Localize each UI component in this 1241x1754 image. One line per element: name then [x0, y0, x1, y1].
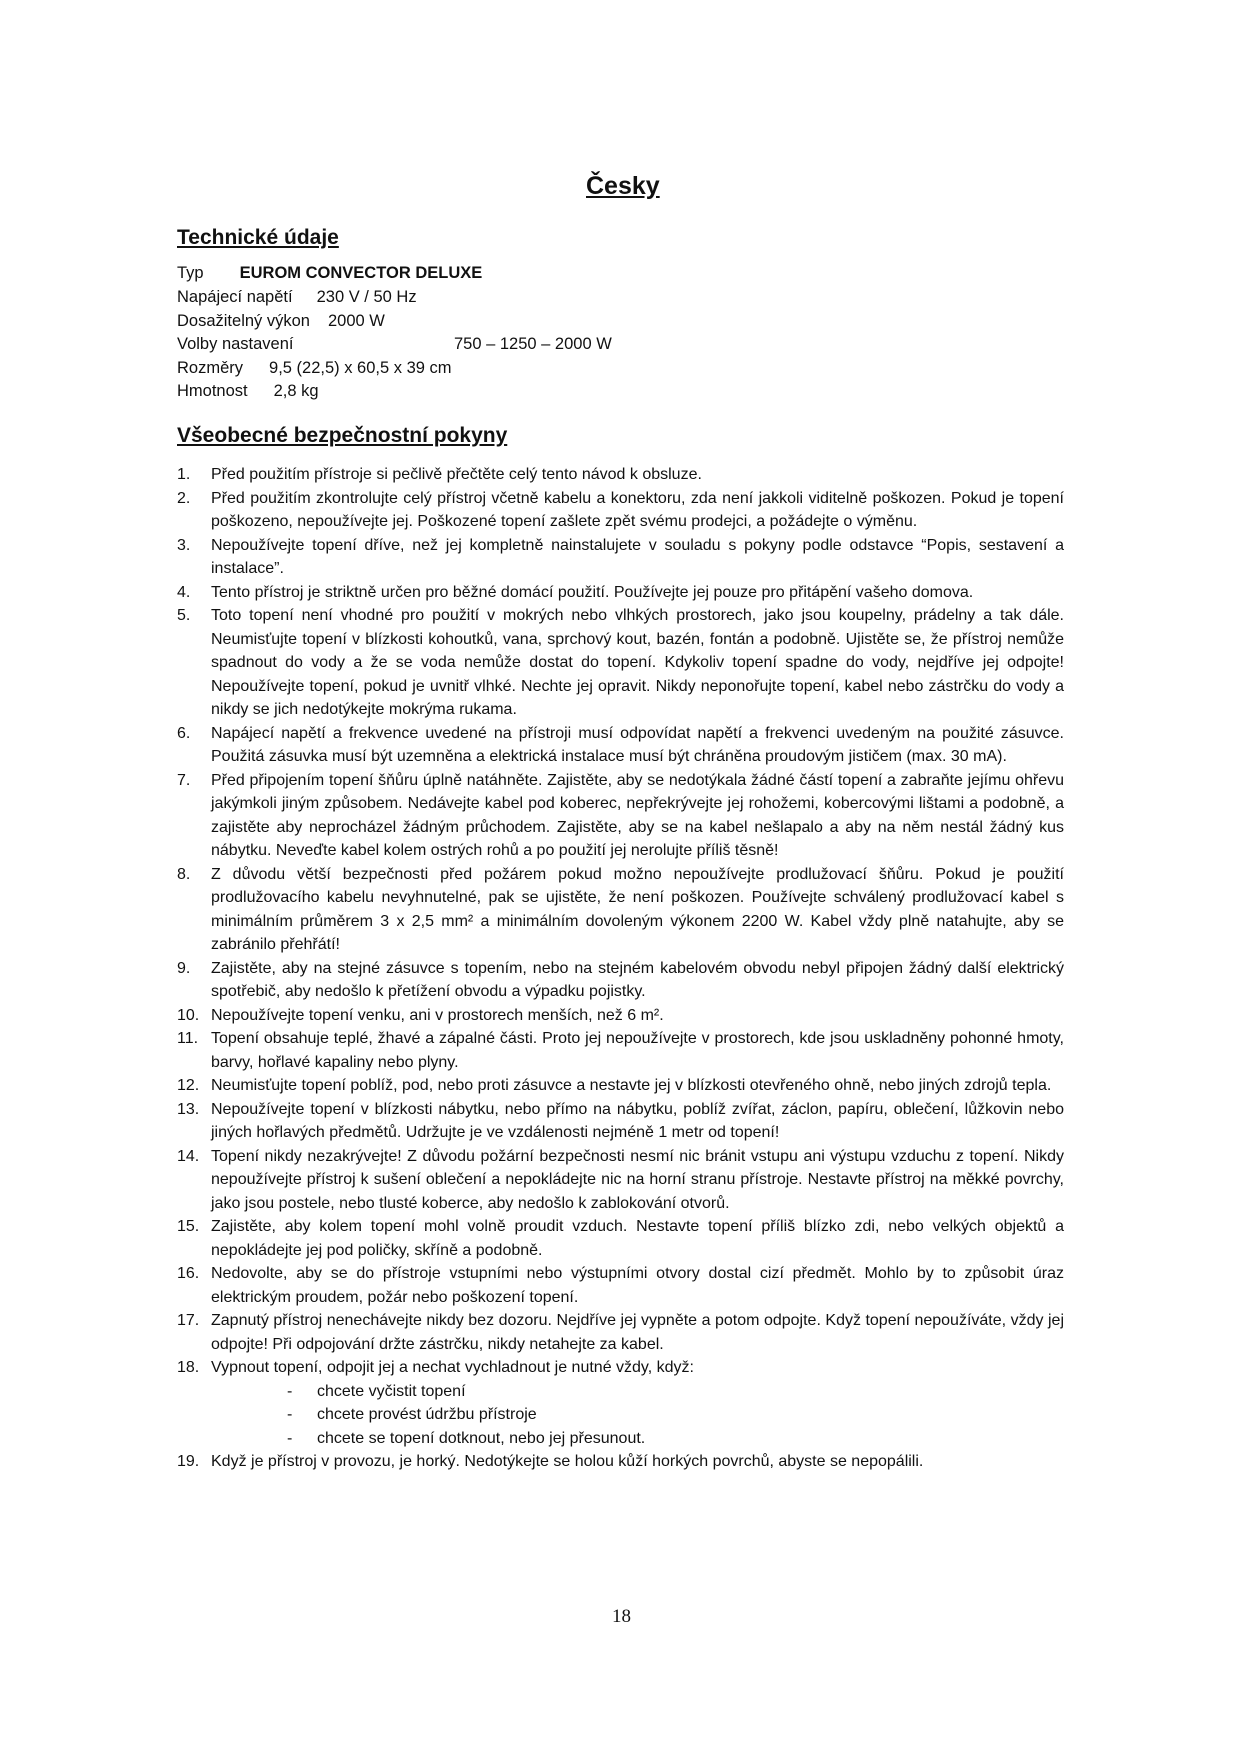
sub-item-text: chcete se topení dotknout, nebo jej přesunout.: [317, 1429, 646, 1447]
item-number: 3.: [177, 536, 191, 554]
tech-heading: Technické údaje: [177, 226, 339, 249]
item-text: Nepoužívejte topení v blízkosti nábytku, nebo přímo na nábytku, poblíž zvířat, záclon, papíru, oblečení, lůžkovin nebo jiných hořlavých předmětů. Udržujte je ve vzdálenosti nejméně 1 metr od topení!: [211, 1100, 1064, 1141]
item-number: 7.: [177, 771, 191, 789]
item-number: 16.: [177, 1265, 200, 1282]
item-number: 5.: [177, 607, 191, 624]
page-number: 18: [612, 1606, 631, 1627]
item-text: Topení obsahuje teplé, žhavé a zápalné části. Proto jej nepoužívejte v prostorech, kde jsou uskladněny pohonné hmoty, barvy, hořlavé kapaliny nebo plyny.: [211, 1030, 1064, 1071]
list-item: [177, 863, 1064, 957]
spec-settings-label: Volby nastavení: [177, 335, 294, 353]
list-item: [177, 1027, 1064, 1074]
list-item: [177, 1262, 1064, 1309]
spec-power-label: Dosažitelný výkon: [177, 312, 310, 330]
spec-weight: [177, 382, 319, 401]
list-item: [177, 1145, 1064, 1216]
sub-list-item: [177, 1403, 1064, 1427]
list-item: [177, 534, 1064, 581]
item-text: Před připojením topení šňůru úplně natáhněte. Zajistěte, aby se nedotýkala žádné částí topení a zabraňte jejímu ohřevu jakýmkoli jiným způsobem. Nedávejte kabel pod koberec, nepřekrývejte jej rohožemi, kobercovými lištami a podobně, a zajistěte aby neprocházel žádným průchodem. Zajistěte, aby se na kabel nešlapalo a aby na něm nestál žádný kus nábytku. Neveďte kabel kolem ostrých rohů a po použití jej nerolujte příliš těsně!: [211, 771, 1064, 859]
item-number: 15.: [177, 1218, 200, 1235]
item-text: Před použitím přístroje si pečlivě přečtěte celý tento návod k obsluze.: [211, 466, 702, 483]
item-number: 2.: [177, 489, 191, 507]
item-text: Tento přístroj je striktně určen pro běžné domácí použití. Používejte jej pouze pro přitápění vašeho domova.: [211, 583, 974, 601]
item-text: Zapnutý přístroj nenechávejte nikdy bez dozoru. Nejdříve jej vypněte a potom odpojte. Když topení nepoužíváte, vždy jej odpojte! Při odpojování držte zástrčku, nikdy netahejte za kabel.: [211, 1312, 1064, 1353]
spec-voltage-label: Napájecí napětí: [177, 288, 293, 306]
item-number: 13.: [177, 1100, 200, 1118]
sub-item-text: chcete provést údržbu přístroje: [317, 1406, 537, 1423]
list-item: [177, 1356, 1064, 1380]
spec-dimensions: [177, 359, 452, 378]
dash-bullet: -: [287, 1382, 293, 1400]
spec-voltage-value: 230 V / 50 Hz: [316, 288, 417, 306]
list-item: [177, 1309, 1064, 1356]
item-number: 6.: [177, 724, 191, 742]
list-item: [177, 957, 1064, 1004]
spec-power: [177, 312, 385, 331]
spec-dimensions-value: 9,5 (22,5) x 60,5 x 39 cm: [269, 359, 452, 377]
item-number: 8.: [177, 865, 191, 883]
list-item: [177, 581, 1064, 605]
list-item: [177, 487, 1064, 534]
list-item: [177, 1450, 1064, 1474]
list-item: [177, 769, 1064, 863]
item-text: Toto topení není vhodné pro použití v mokrých nebo vlhkých prostorech, jako jsou koupelny, prádelny a tak dále. Neumisťujte topení v blízkosti kohoutků, vana, sprchový kout, bazén, fontán a podobně. Ujistěte se, že přístroj nemůže spadnout do vody a že se voda nemůže dostat do topení. Kdykoliv topení spadne do vody, nejdříve jej odpojte! Nepoužívejte topení, pokud je uvnitř vlhké. Nechte jej opravit. Nikdy neponořujte topení, kabel nebo zástrčku do vody a nikdy se jich nedotýkejte mokrýma rukama.: [211, 607, 1064, 718]
list-item: [177, 1215, 1064, 1262]
item-number: 1.: [177, 466, 191, 483]
spec-settings-value: 750 – 1250 – 2000 W: [454, 335, 612, 353]
dash-bullet: -: [287, 1429, 293, 1447]
language-title: Česky: [586, 172, 660, 200]
spec-weight-label: Hmotnost: [177, 382, 248, 400]
item-number: 12.: [177, 1077, 200, 1094]
item-number: 17.: [177, 1312, 200, 1329]
list-item: [177, 722, 1064, 769]
item-text: Nepoužívejte topení dříve, než jej kompletně nainstalujete v souladu s pokyny podle odstavce “Popis, sestavení a instalace”.: [211, 536, 1064, 577]
list-item: [177, 1004, 1064, 1028]
item-text: Neumisťujte topení poblíž, pod, nebo proti zásuvce a nestavte jej v blízkosti otevřeného ohně, nebo jiných zdrojů tepla.: [211, 1077, 1052, 1094]
item-text: Napájecí napětí a frekvence uvedené na přístroji musí odpovídat napětí a frekvenci uvedeným na použité zásuvce. Použitá zásuvka musí být uzemněna a elektrická instalace musí být chráněna proudovým jističem (max. 30 mA).: [211, 724, 1064, 765]
item-number: 10.: [177, 1006, 200, 1024]
spec-power-value: 2000 W: [327, 312, 385, 330]
item-text: Před použitím zkontrolujte celý přístroj včetně kabelu a konektoru, zda není jakkoli viditelně poškozen. Pokud je topení poškozeno, nepoužívejte jej. Poškozené topení zašlete zpět svému prodejci, a požádejte o výměnu.: [211, 489, 1064, 530]
list-item: [177, 1098, 1064, 1145]
safety-heading: Všeobecné bezpečnostní pokyny: [177, 424, 508, 447]
spec-type: [177, 264, 482, 283]
list-item: [177, 604, 1064, 722]
sub-list-item: [177, 1380, 1064, 1404]
sub-list-item: [177, 1427, 1064, 1451]
spec-type-value: EUROM CONVECTOR DELUXE: [239, 264, 483, 282]
item-number: 14.: [177, 1147, 200, 1165]
item-number: 18.: [177, 1359, 200, 1376]
spec-dimensions-label: Rozměry: [177, 359, 244, 377]
item-text: Topení nikdy nezakrývejte! Z důvodu požární bezpečnosti nesmí nic bránit vstupu ani výstupu vzduchu z topení. Nikdy nepoužívejte přístroj k sušení oblečení a nepokládejte nic na horní stranu přístroje. Nestavte přístroj na měkké povrchy, jako jsou postele, nebo tlusté koberce, aby nedošlo k zablokování otvorů.: [211, 1147, 1064, 1212]
safety-list: [177, 463, 1064, 1474]
item-text: Zajistěte, aby kolem topení mohl volně proudit vzduch. Nestavte topení příliš blízko zdi, nebo velkých objektů a nepokládejte jej pod poličky, skříně a podobně.: [211, 1218, 1064, 1259]
item-text: Nedovolte, aby se do přístroje vstupními nebo výstupními otvory dostal cizí předmět. Mohlo by to způsobit úraz elektrickým proudem, požár nebo poškození topení.: [211, 1265, 1064, 1306]
item-text: Zajistěte, aby na stejné zásuvce s topením, nebo na stejném kabelovém obvodu nebyl připojen žádný další elektrický spotřebič, aby nedošlo k přetížení obvodu a výpadku pojistky.: [211, 959, 1064, 1000]
dash-bullet: -: [287, 1406, 293, 1423]
item-number: 19.: [177, 1453, 200, 1470]
item-text: Když je přístroj v provozu, je horký. Nedotýkejte se holou kůží horkých povrchů, abyste se nepopálili.: [211, 1453, 924, 1470]
list-item: [177, 463, 1064, 487]
sub-item-text: chcete vyčistit topení: [317, 1382, 466, 1400]
spec-voltage: [177, 288, 417, 307]
item-text: Z důvodu větší bezpečnosti před požárem pokud možno nepoužívejte prodlužovací šňůru. Pokud je použití prodlužovacího kabelu nevyhnutelné, pak se ujistěte, že není poškozen. Používejte schválený prodlužovací kabel s minimálním průměrem 3 x 2,5 mm² a minimálním dovoleným výkonem 2200 W. Kabel vždy plně natahujte, aby se zabránilo přehřátí!: [211, 865, 1064, 953]
item-text: Nepoužívejte topení venku, ani v prostorech menších, než 6 m².: [211, 1006, 664, 1024]
spec-settings: [177, 335, 612, 354]
item-number: 11.: [177, 1030, 199, 1047]
spec-type-label: Typ: [177, 264, 204, 282]
item-number: 4.: [177, 583, 191, 601]
list-item: [177, 1074, 1064, 1098]
item-number: 9.: [177, 959, 191, 977]
spec-weight-value: 2,8 kg: [273, 382, 319, 400]
item-text: Vypnout topení, odpojit jej a nechat vychladnout je nutné vždy, když:: [211, 1359, 694, 1376]
